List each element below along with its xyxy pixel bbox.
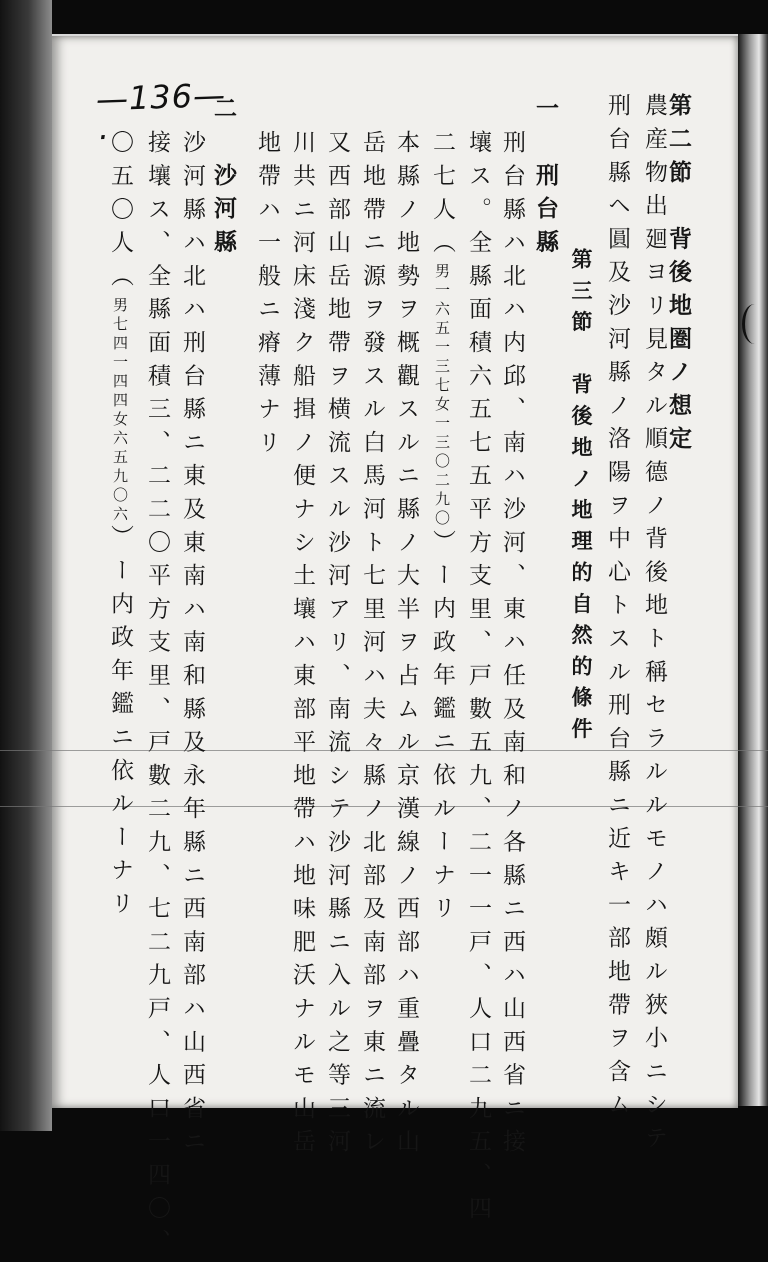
item-1-line: 岳地帶ニ源ヲ發スル白馬河ト七里河ハ夫々縣ノ北部及南部ヲ東ニ流レ [359,130,385,1163]
section-heading: 第三節 背後地ノ地理的自然的條件 [569,248,594,749]
item-1-line: 刑台縣ハ北ハ内邱、南ハ沙河、東ハ任及南和ノ各縣ニ西ハ山西省ニ接 [499,130,525,1163]
item-2-line-population [108,130,131,924]
item-1-pop-male: 男一六五一三七 [433,263,451,397]
intro-line: 農産物出廻ヨリ見タル順德ノ背後地ト稱セラルルモノハ頗ル狹小ニシテ [641,93,667,1159]
item-1-line-population [430,130,453,929]
item-2-pop-male: 男七四一四四 [111,296,129,411]
item-1-pop-female: 女一三〇二九〇 [433,396,451,530]
scan-left-edge [0,0,52,1131]
item-1-title: 一 刑台縣 [532,96,559,263]
item-1-text: 二七人（ [429,130,455,264]
item-2-pop-female: 女六五九〇六 [111,410,129,525]
item-1-line: 川共ニ河床淺ク船揖ノ便ナシ土壤ハ東部平地帶ハ地味肥沃ナルモ山岳 [289,130,315,1163]
page-number: —136—· [95,75,227,157]
item-2-line: 沙河縣ハ北ハ刑台縣ニ東及東南ハ南和縣及永年縣ニ西南部ハ山西省ニ [179,130,205,1163]
intro-line: 刑台縣ヘ圓及沙河縣ノ洛陽ヲ中心トスル刑台縣ニ近キ一部地帶ヲ含ム [604,93,630,1126]
item-1-line: 又西部山岳地帶ヲ横流スル沙河アリ、南流シテ沙河縣ニ入ル之等三河 [324,130,350,1163]
item-1-text: ）ー内政年鑑ニ依ルーナリ [429,529,455,929]
item-2-line: 接壤ス、全縣面積三、二二〇平方支里、戸數二九、七二九戸、人口一四〇、 [144,130,170,1262]
scan-right-edge [738,34,768,1106]
item-1-line: 本縣ノ地勢ヲ概觀スルニ縣ノ大半ヲ占ムル京漢線ノ西部ハ重疊タル山 [393,130,419,1163]
item-2-text: 〇五〇人（ [107,130,133,297]
item-1-line: 壤ス。全縣面積六五七五平方支里、戸數五九、二一一戸、人口二九五、四 [465,130,491,1229]
item-1-line: 地帶ハ一般ニ瘠薄ナリ [254,130,280,463]
item-2-text: ）ー内政年鑑ニ依ルーナリ [107,524,133,925]
page-fold [742,304,767,344]
chapter-heading: 第二節 背後地圏ノ想定 [665,93,692,460]
item-2-title: 二 沙河縣 [210,96,237,263]
